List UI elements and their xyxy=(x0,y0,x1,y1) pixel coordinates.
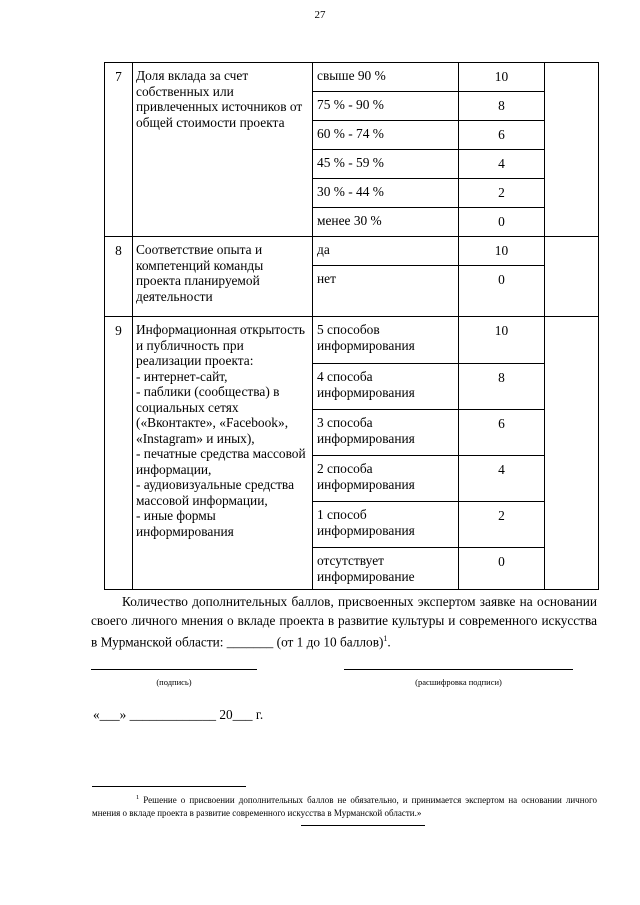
signature-decoding-line xyxy=(344,669,573,670)
option-points: 10 xyxy=(459,317,545,364)
option-points: 4 xyxy=(459,456,545,502)
extra-points-paragraph xyxy=(91,593,597,652)
option-points: 8 xyxy=(459,92,545,121)
option-label: 75 % - 90 % xyxy=(313,92,459,121)
option-points: 8 xyxy=(459,364,545,410)
option-points: 2 xyxy=(459,179,545,208)
criterion-name: Соответствие опыта и компетенций команды проекта планируемой деятельности xyxy=(133,237,313,317)
option-label: 3 способа информирования xyxy=(313,410,459,456)
signature-decoding-caption: (расшифровка подписи) xyxy=(415,677,502,687)
option-points: 10 xyxy=(459,63,545,92)
option-points: 0 xyxy=(459,266,545,317)
extra-points-end: . xyxy=(387,634,391,650)
option-points: 6 xyxy=(459,410,545,456)
option-points: 0 xyxy=(459,208,545,237)
option-label: 30 % - 44 % xyxy=(313,179,459,208)
table-row xyxy=(105,63,599,92)
score-cell xyxy=(545,317,599,590)
option-label: нет xyxy=(313,266,459,317)
option-points: 10 xyxy=(459,237,545,266)
criterion-name-line: - паблики (сообщества) в социальных сетях («Вконтакте», «Facebook», «Instagram» и иных), xyxy=(136,384,289,446)
criterion-name-line: - печатные средства массовой информации, xyxy=(136,446,306,477)
option-label: да xyxy=(313,237,459,266)
option-label: 4 способа информирования xyxy=(313,364,459,410)
option-label: 1 способ информирования xyxy=(313,502,459,548)
footnote-text: Решение о присвоении дополнительных баллов не обязательно, и принимается экспертом на основании личного мнения о вкладе проекта в развитие современного искусства в Мурманской области.» xyxy=(92,795,597,818)
option-points: 4 xyxy=(459,150,545,179)
signature-line xyxy=(91,669,257,670)
criterion-name: Доля вклада за счет собственных или привлеченных источников от общей стоимости проекта xyxy=(133,63,313,237)
score-cell xyxy=(545,237,599,317)
signature-caption: (подпись) xyxy=(156,677,192,687)
footnote-separator xyxy=(92,786,246,787)
date-line: «___» _____________ 20___ г. xyxy=(93,707,264,722)
criterion-name-line: - иные формы информирования xyxy=(136,508,234,539)
criterion-name xyxy=(133,317,313,590)
criterion-number: 7 xyxy=(105,63,133,237)
option-points: 6 xyxy=(459,121,545,150)
footnote-end-line xyxy=(301,825,425,826)
criterion-name-line: - аудиовизуальные средства массовой информации, xyxy=(136,477,295,508)
table-row xyxy=(105,317,599,364)
table-row xyxy=(105,237,599,266)
option-label: 2 способа информирования xyxy=(313,456,459,502)
criteria-table xyxy=(104,62,599,590)
option-label: 60 % - 74 % xyxy=(313,121,459,150)
page-number: 27 xyxy=(314,9,326,21)
criterion-number: 9 xyxy=(105,317,133,590)
criterion-name-line: - интернет-сайт, xyxy=(136,368,228,384)
footnote-ref: 1 xyxy=(383,634,388,643)
option-label: менее 30 % xyxy=(313,208,459,237)
option-label: свыше 90 % xyxy=(313,63,459,92)
option-points: 0 xyxy=(459,548,545,590)
score-cell xyxy=(545,63,599,237)
option-label: отсутствует информирование xyxy=(313,548,459,590)
option-label: 5 способов информирования xyxy=(313,317,459,364)
footnote xyxy=(92,791,597,820)
extra-points-text: Количество дополнительных баллов, присвоенных экспертом заявке на основании своего личного мнения о вкладе проекта в развитие культуры и современного искусства в Мурманской области: _______ (от 1 до 10 баллов) xyxy=(91,594,597,650)
footnote-mark: 1 xyxy=(136,794,140,801)
option-label: 45 % - 59 % xyxy=(313,150,459,179)
criterion-name-line: Информационная открытость и публичность при реализации проекта: xyxy=(136,322,306,368)
criterion-number: 8 xyxy=(105,237,133,317)
option-points: 2 xyxy=(459,502,545,548)
